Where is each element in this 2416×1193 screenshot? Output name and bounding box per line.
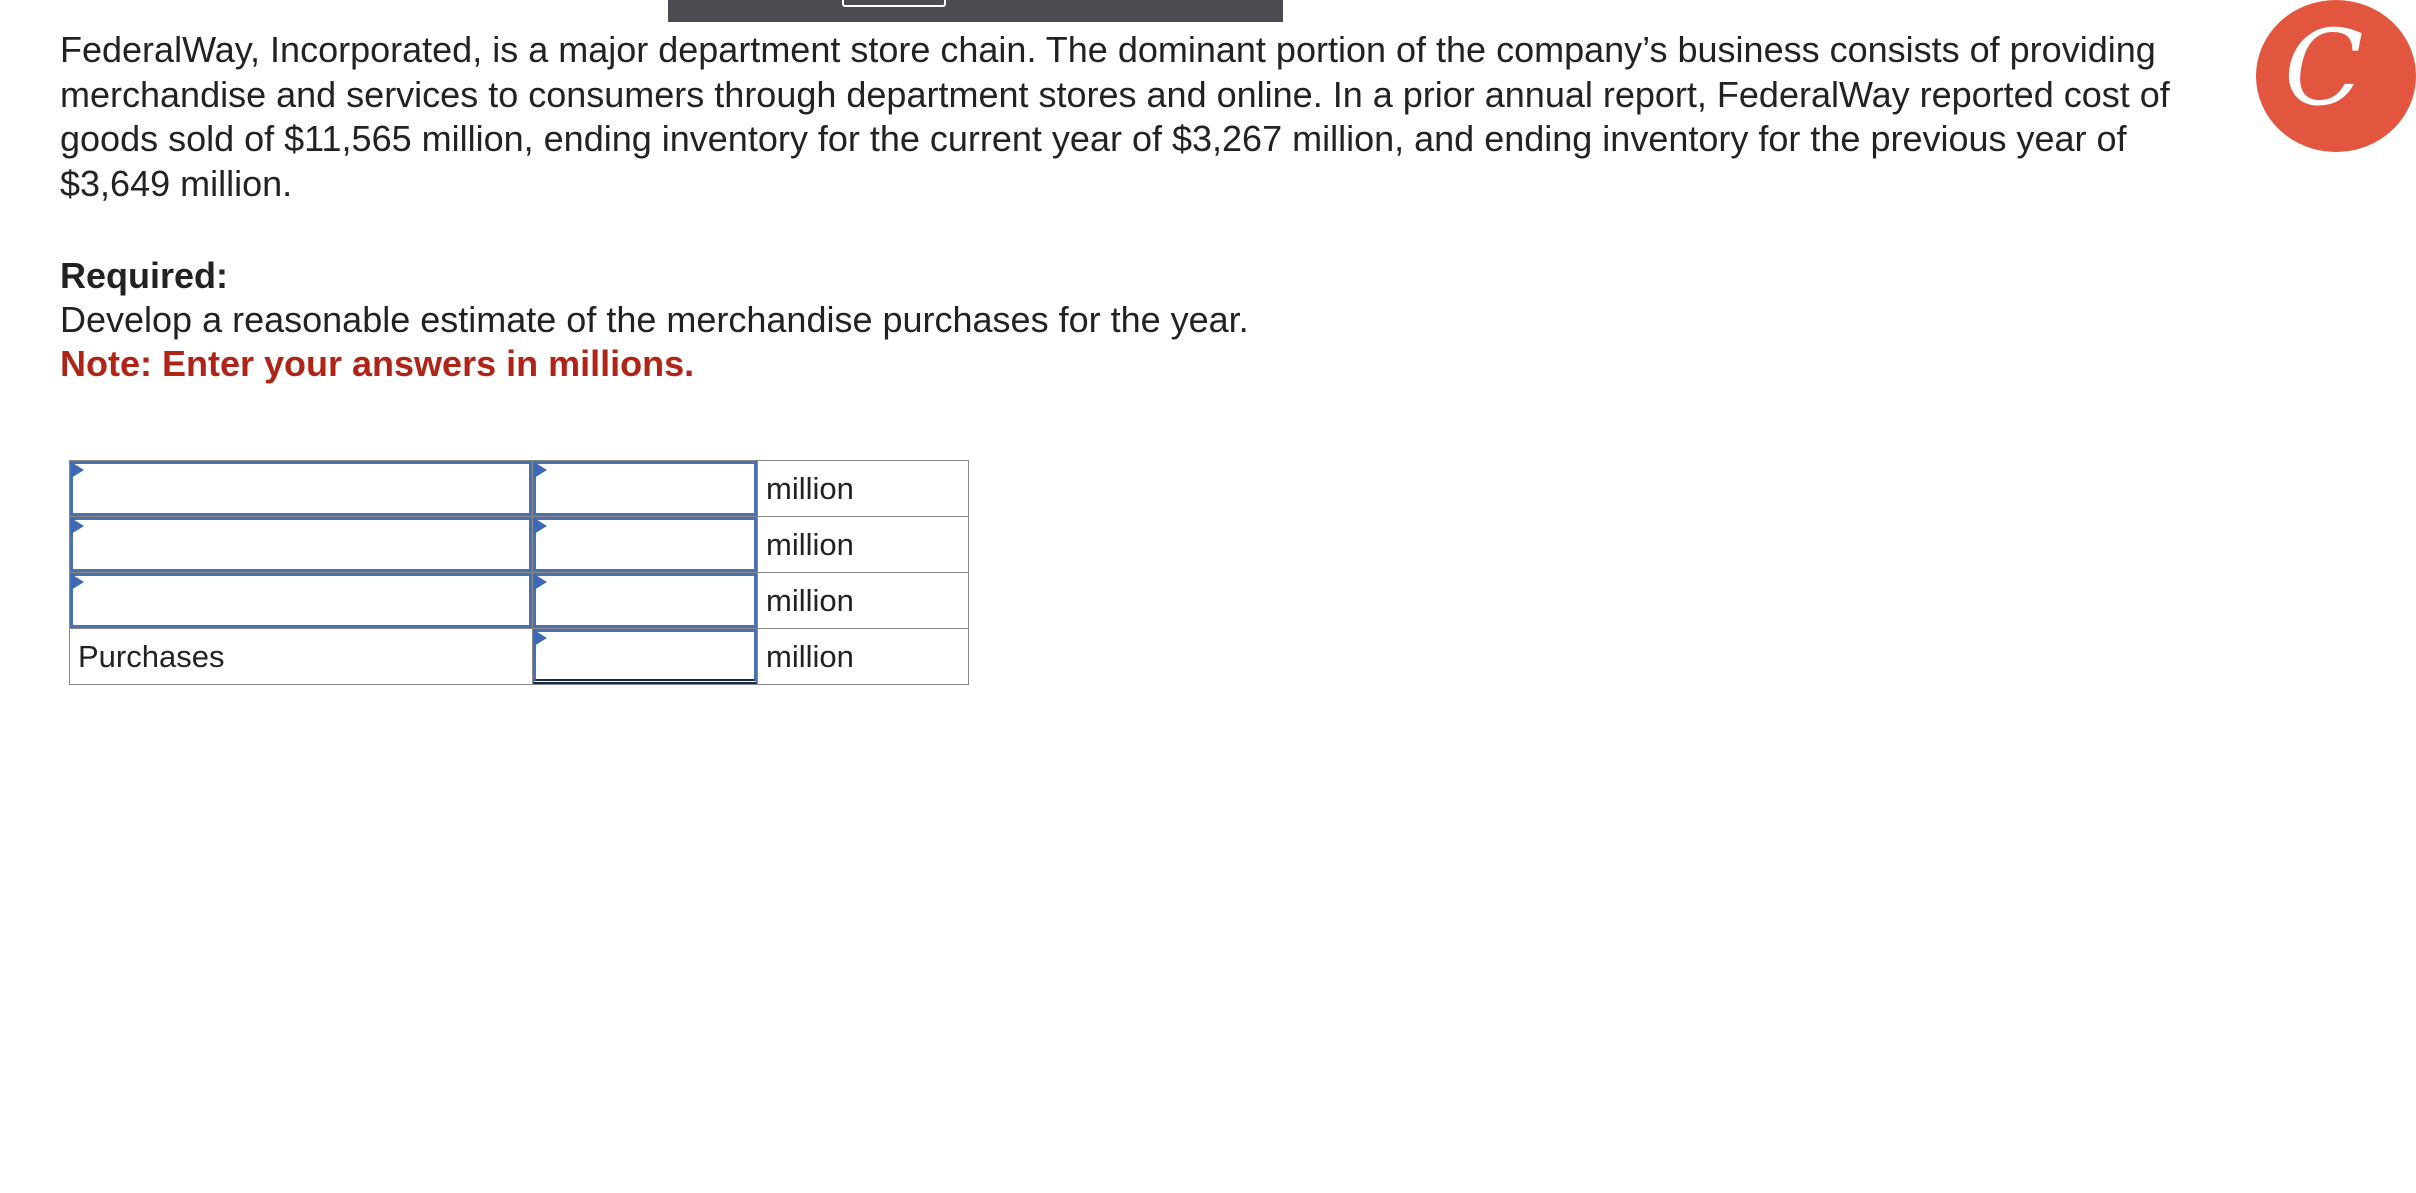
question-content — [60, 28, 2180, 386]
row-2-label-input[interactable] — [70, 517, 532, 572]
label-cell — [70, 461, 533, 517]
brand-badge[interactable] — [2256, 0, 2416, 152]
required-section — [60, 254, 2180, 386]
row-1-amount-input[interactable] — [533, 461, 757, 516]
table-row — [70, 461, 969, 517]
note-text: Note: Enter your answers in millions. — [60, 343, 695, 384]
dropdown-marker-icon — [534, 518, 547, 534]
table-row — [70, 573, 969, 629]
table-row — [70, 517, 969, 573]
label-cell — [70, 517, 533, 573]
brand-logo-icon: C — [2284, 7, 2364, 129]
dropdown-marker-icon — [71, 462, 84, 478]
unit-label: million — [766, 526, 854, 562]
unit-label: million — [766, 582, 854, 618]
unit-cell — [758, 461, 969, 517]
dropdown-marker-icon — [71, 574, 84, 590]
amount-cell — [533, 461, 758, 517]
unit-label: million — [766, 638, 854, 674]
dropdown-marker-icon — [534, 462, 547, 478]
required-instruction: Develop a reasonable estimate of the merchandise purchases for the year. — [60, 299, 1249, 340]
unit-label: million — [766, 470, 854, 506]
unit-cell — [758, 517, 969, 573]
dropdown-marker-icon — [534, 574, 547, 590]
dropdown-marker-icon — [534, 630, 547, 646]
label-cell — [70, 629, 533, 685]
amount-cell — [533, 629, 758, 685]
unit-cell — [758, 629, 969, 685]
table-row — [70, 629, 969, 685]
label-cell — [70, 573, 533, 629]
row-2-amount-input[interactable] — [533, 517, 757, 572]
toolbar-handle[interactable] — [842, 0, 946, 7]
amount-cell — [533, 517, 758, 573]
required-title: Required: — [60, 255, 229, 296]
unit-cell — [758, 573, 969, 629]
row-3-amount-input[interactable] — [533, 573, 757, 628]
dropdown-marker-icon — [71, 518, 84, 534]
top-toolbar — [668, 0, 1283, 22]
purchases-label: Purchases — [78, 638, 225, 674]
purchases-amount-input[interactable] — [533, 629, 757, 684]
question-intro: FederalWay, Incorporated, is a major department store chain. The dominant portion of the company’s business consists of providing merchandise and services to consumers through department stores and online. In a prior annual report, FederalWay reported cost of goods sold of $11,565 million, ending inventory for the current year of $3,267 million, and ending inventory for the previous year of $3,649 million. — [60, 29, 2170, 204]
row-3-label-input[interactable] — [70, 573, 532, 628]
amount-cell — [533, 573, 758, 629]
row-1-label-input[interactable] — [70, 461, 532, 516]
answer-table — [69, 460, 969, 685]
